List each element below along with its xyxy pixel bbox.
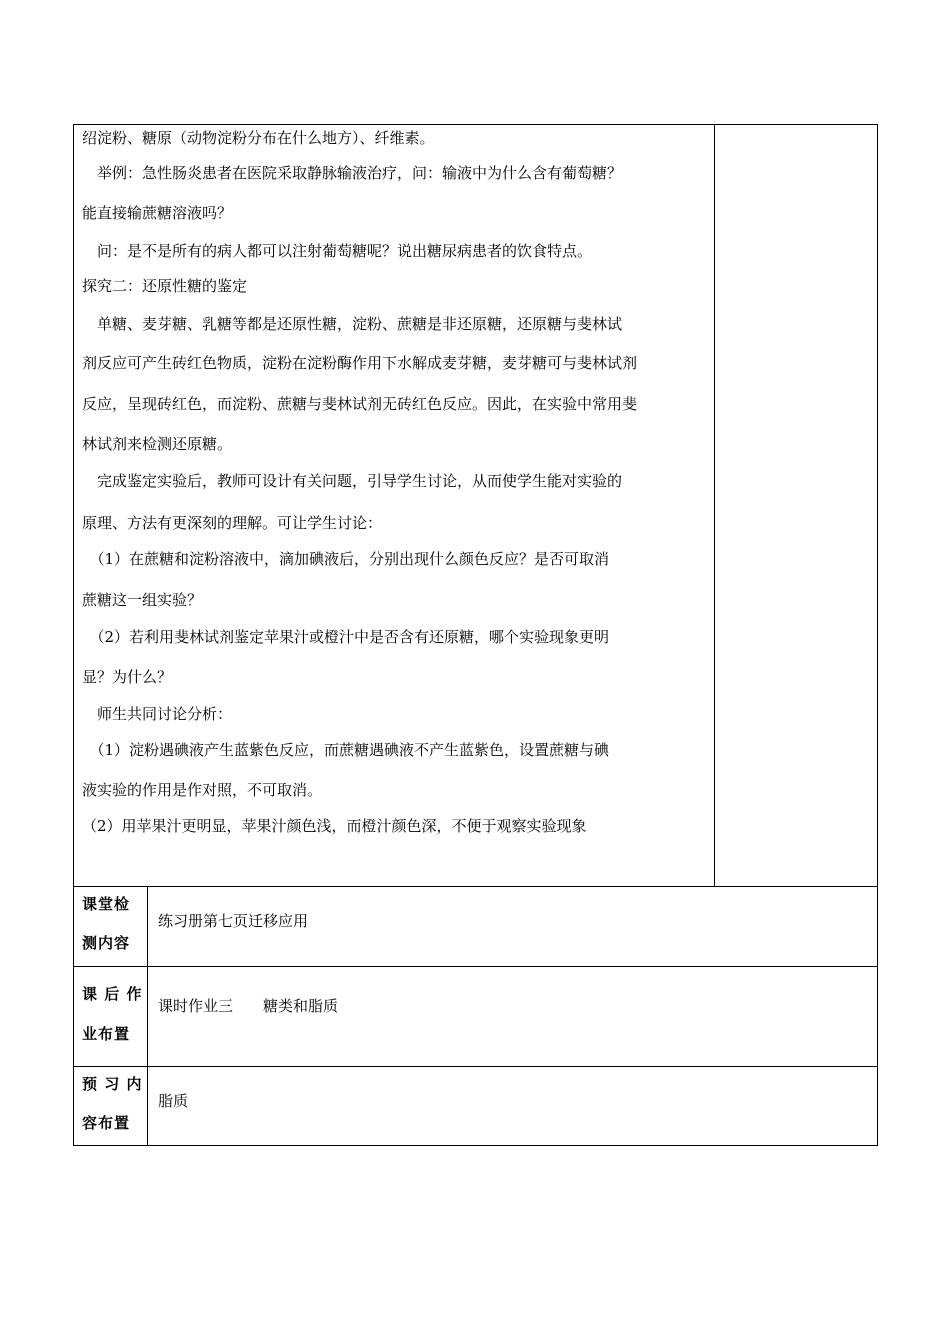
table-border-right [877, 124, 878, 1146]
row-divider-2 [73, 966, 878, 967]
text-line: 林试剂来检测还原糖。 [82, 435, 233, 453]
text-line: 剂反应可产生砖红色物质，淀粉在淀粉酶作用下水解成麦芽糖，麦芽糖可与斐林试剂 [82, 354, 638, 372]
text-line: 单糖、麦芽糖、乳糖等都是还原性糖，淀粉、蔗糖是非还原糖，还原糖与斐林试 [82, 315, 623, 333]
text-line: 举例：急性肠炎患者在医院采取静脉输液治疗，问：输液中为什么含有葡萄糖？ [82, 164, 623, 182]
text-line: 完成鉴定实验后，教师可设计有关问题，引导学生讨论，从而使学生能对实验的 [82, 472, 623, 490]
text-line: 能直接输蔗糖溶液吗？ [82, 204, 233, 222]
text-line: 原理、方法有更深刻的理解。可让学生讨论： [82, 514, 383, 532]
row-divider-1 [73, 886, 878, 887]
section-heading: 探究二：还原性糖的鉴定 [82, 277, 248, 295]
row-content: 练习册第七页迁移应用 [158, 912, 309, 930]
row-label-line2: 业布置 [82, 1025, 131, 1043]
text-line: 液实验的作用是作对照，不可取消。 [82, 781, 323, 799]
label-column-divider [147, 886, 148, 1146]
row-label-line1: 预 习 内 [82, 1075, 143, 1093]
row-label-line1: 课堂检 [82, 895, 131, 913]
row-label-line2: 测内容 [82, 934, 131, 952]
table-border-top [73, 124, 878, 125]
table-border-bottom [73, 1145, 878, 1146]
text-line: （2）若利用斐林试剂鉴定苹果汁或橙汁中是否含有还原糖，哪个实验现象更明 [82, 628, 610, 646]
main-cell-divider [714, 124, 715, 887]
row-content: 脂质 [158, 1092, 189, 1110]
row-label-line2: 容布置 [82, 1114, 131, 1132]
text-line: 问：是不是所有的病人都可以注射葡萄糖呢？说出糖尿病患者的饮食特点。 [82, 242, 593, 260]
table-border-left [73, 124, 74, 1146]
text-line: 绍淀粉、糖原（动物淀粉分布在什么地方）、纤维素。 [82, 129, 435, 147]
text-line: 反应，呈现砖红色，而淀粉、蔗糖与斐林试剂无砖红色反应。因此，在实验中常用斐 [82, 395, 638, 413]
row-divider-3 [73, 1066, 878, 1067]
text-line: （2）用苹果汁更明显，苹果汁颜色浅，而橙汁颜色深，不便于观察实验现象 [82, 817, 587, 835]
row-content: 课时作业三 糖类和脂质 [158, 997, 339, 1015]
text-line: （1）淀粉遇碘液产生蓝紫色反应，而蔗糖遇碘液不产生蓝紫色，设置蔗糖与碘 [82, 741, 610, 759]
text-line: 师生共同讨论分析： [82, 705, 233, 723]
text-line: 蔗糖这一组实验？ [82, 591, 203, 609]
text-line: 显？为什么？ [82, 668, 173, 686]
text-line: （1）在蔗糖和淀粉溶液中，滴加碘液后，分别出现什么颜色反应？是否可取消 [82, 550, 610, 568]
row-label-line1: 课 后 作 [82, 985, 143, 1003]
